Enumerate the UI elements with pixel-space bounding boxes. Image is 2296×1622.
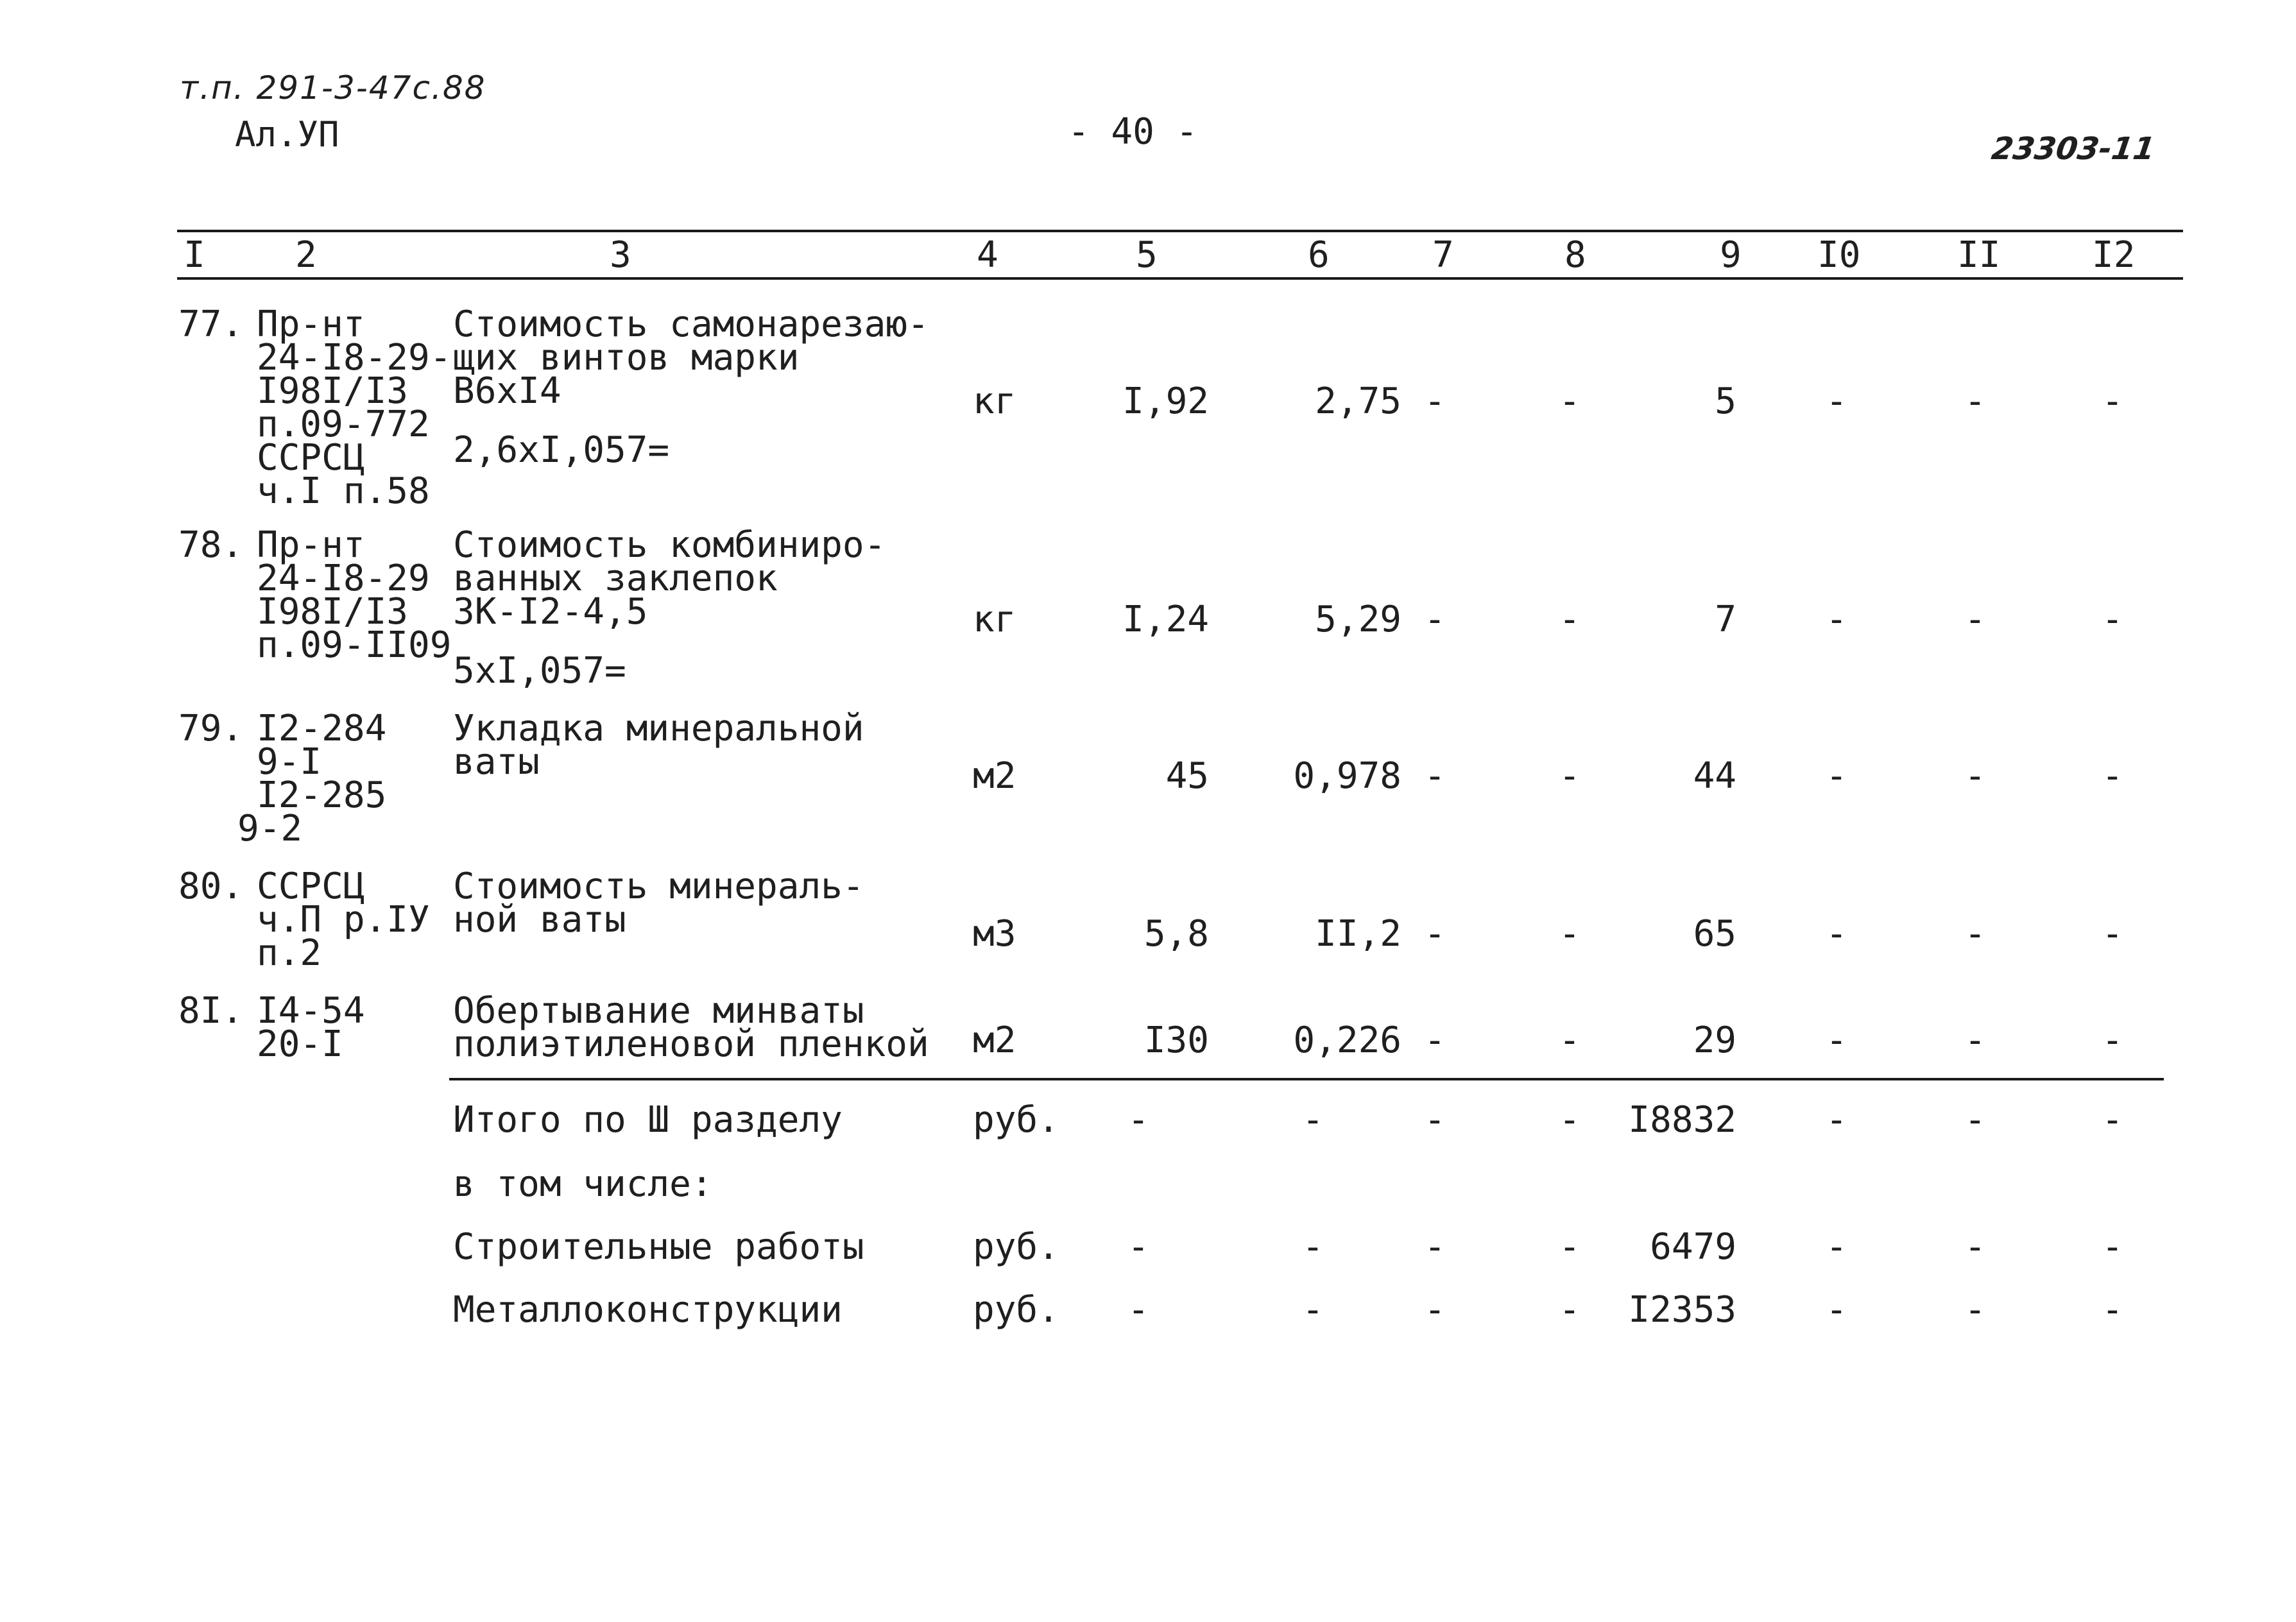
- column-12-cell: -: [2102, 599, 2123, 640]
- column-header-11: II: [1957, 234, 2001, 276]
- total-label: Итого по Ш разделу: [453, 1099, 843, 1141]
- column-8-cell: -: [1559, 1289, 1581, 1331]
- column-11-cell: -: [1964, 1099, 1986, 1141]
- work-description: Стоимость самонарезаю-: [453, 303, 929, 345]
- justification-code: п.2: [257, 932, 322, 974]
- unit-cell: м3: [973, 913, 1016, 955]
- unit-price-cell: 0,978: [1293, 755, 1401, 797]
- column-header-3: 3: [610, 234, 631, 276]
- table-top-rule: [177, 230, 2183, 232]
- table-header-rule: [177, 277, 2183, 280]
- justification-code: ч.I п.58: [257, 470, 430, 512]
- work-description: ЗК-I2-4,5: [453, 591, 648, 633]
- total-cost-cell: 6479: [1650, 1226, 1736, 1268]
- column-7-cell: -: [1424, 1289, 1446, 1331]
- column-10-cell: -: [1826, 599, 1847, 640]
- subtotal-rule: [449, 1078, 2164, 1080]
- column-7-cell: -: [1424, 1226, 1446, 1268]
- row-number: 8I.: [178, 990, 244, 1032]
- column-11-cell: -: [1964, 1020, 1986, 1061]
- total-cost-cell: I2353: [1628, 1289, 1736, 1331]
- column-11-cell: -: [1964, 1289, 1986, 1331]
- column-header-9: 9: [1720, 234, 1742, 276]
- column-11-cell: -: [1964, 380, 1986, 422]
- column-10-cell: -: [1826, 380, 1847, 422]
- column-10-cell: -: [1826, 1226, 1847, 1268]
- column-header-7: 7: [1432, 234, 1454, 276]
- total-cost-cell: 29: [1693, 1020, 1736, 1061]
- work-description: Укладка минеральной: [453, 708, 864, 749]
- justification-code: 9-2: [237, 808, 303, 849]
- quantity-cell: 5,8: [1144, 913, 1209, 955]
- unit-cell: руб.: [973, 1099, 1059, 1141]
- quantity-cell: -: [1127, 1226, 1149, 1268]
- calculation-formula: 2,6хI,057=: [453, 429, 670, 471]
- unit-price-cell: -: [1302, 1099, 1324, 1141]
- total-cost-cell: 44: [1693, 755, 1736, 797]
- unit-cell: руб.: [973, 1289, 1059, 1331]
- justification-code: I2-285: [257, 774, 387, 816]
- unit-price-cell: 5,29: [1315, 599, 1401, 640]
- archive-number: 23303-11: [1989, 131, 2157, 167]
- column-7-cell: -: [1424, 755, 1446, 797]
- column-8-cell: -: [1559, 1020, 1581, 1061]
- justification-code: ч.П р.IУ: [257, 899, 430, 941]
- work-description: щих винтов марки: [453, 337, 800, 379]
- column-10-cell: -: [1826, 1099, 1847, 1141]
- unit-price-cell: -: [1302, 1289, 1324, 1331]
- column-11-cell: -: [1964, 913, 1986, 955]
- page-number: - 40 -: [1068, 111, 1198, 153]
- column-7-cell: -: [1424, 380, 1446, 422]
- column-8-cell: -: [1559, 1226, 1581, 1268]
- total-cost-cell: 7: [1715, 599, 1736, 640]
- row-number: 77.: [178, 303, 244, 345]
- column-11-cell: -: [1964, 755, 1986, 797]
- unit-cell: м2: [973, 1020, 1016, 1061]
- column-header-5: 5: [1136, 234, 1158, 276]
- justification-code: 24-I8-29: [257, 558, 430, 599]
- justification-code: I98I/I3: [257, 591, 409, 633]
- total-cost-cell: 5: [1715, 380, 1736, 422]
- column-11-cell: -: [1964, 599, 1986, 640]
- quantity-cell: I30: [1144, 1020, 1209, 1061]
- column-header-12: I2: [2092, 234, 2136, 276]
- column-8-cell: -: [1559, 755, 1581, 797]
- column-12-cell: -: [2102, 1226, 2123, 1268]
- justification-code: Пр-нт: [257, 303, 365, 345]
- album-label: Ал.УП: [235, 114, 339, 155]
- column-7-cell: -: [1424, 599, 1446, 640]
- justification-code: I4-54: [257, 990, 365, 1032]
- column-12-cell: -: [2102, 755, 2123, 797]
- column-header-1: I: [184, 234, 205, 276]
- unit-cell: руб.: [973, 1226, 1059, 1268]
- quantity-cell: -: [1127, 1099, 1149, 1141]
- column-header-4: 4: [977, 234, 998, 276]
- column-10-cell: -: [1826, 1289, 1847, 1331]
- justification-code: Пр-нт: [257, 524, 365, 566]
- column-12-cell: -: [2102, 380, 2123, 422]
- column-12-cell: -: [2102, 1099, 2123, 1141]
- column-8-cell: -: [1559, 599, 1581, 640]
- unit-cell: кг: [973, 380, 1016, 422]
- quantity-cell: I,24: [1122, 599, 1209, 640]
- total-cost-cell: 65: [1693, 913, 1736, 955]
- work-description: полиэтиленовой пленкой: [453, 1023, 929, 1065]
- column-8-cell: -: [1559, 913, 1581, 955]
- row-number: 79.: [178, 708, 244, 749]
- column-header-2: 2: [295, 234, 317, 276]
- work-description: Обертывание минваты: [453, 990, 864, 1032]
- work-description: ваты: [453, 741, 540, 783]
- work-description: Стоимость комбиниро-: [453, 524, 886, 566]
- column-12-cell: -: [2102, 1289, 2123, 1331]
- column-11-cell: -: [1964, 1226, 1986, 1268]
- work-description: ванных заклепок: [453, 558, 778, 599]
- unit-price-cell: 2,75: [1315, 380, 1401, 422]
- justification-code: ССРСЦ: [257, 437, 365, 479]
- total-cost-cell: I8832: [1628, 1099, 1736, 1141]
- quantity-cell: 45: [1165, 755, 1209, 797]
- column-12-cell: -: [2102, 913, 2123, 955]
- quantity-cell: -: [1127, 1289, 1149, 1331]
- unit-cell: м2: [973, 755, 1016, 797]
- total-label: Строительные работы: [453, 1226, 864, 1268]
- column-header-10: I0: [1817, 234, 1861, 276]
- column-header-8: 8: [1564, 234, 1586, 276]
- unit-price-cell: 0,226: [1293, 1020, 1401, 1061]
- justification-code: 24-I8-29-: [257, 337, 452, 379]
- quantity-cell: I,92: [1122, 380, 1209, 422]
- justification-code: I2-284: [257, 708, 387, 749]
- column-7-cell: -: [1424, 1020, 1446, 1061]
- column-10-cell: -: [1826, 1020, 1847, 1061]
- unit-price-cell: II,2: [1315, 913, 1401, 955]
- work-description: ной ваты: [453, 899, 626, 941]
- row-number: 78.: [178, 524, 244, 566]
- unit-cell: кг: [973, 599, 1016, 640]
- column-10-cell: -: [1826, 755, 1847, 797]
- total-label: в том числе:: [453, 1163, 713, 1205]
- doc-code: т.п. 291-3-47с.88: [180, 69, 486, 107]
- justification-code: ССРСЦ: [257, 866, 365, 907]
- total-label: Металлоконструкции: [453, 1289, 843, 1331]
- column-8-cell: -: [1559, 1099, 1581, 1141]
- justification-code: 20-I: [257, 1023, 343, 1065]
- justification-code: п.09-II09: [257, 624, 452, 666]
- justification-code: 9-I: [257, 741, 322, 783]
- justification-code: п.09-772: [257, 404, 430, 445]
- column-7-cell: -: [1424, 1099, 1446, 1141]
- column-7-cell: -: [1424, 913, 1446, 955]
- justification-code: I98I/I3: [257, 370, 409, 412]
- row-number: 80.: [178, 866, 244, 907]
- column-8-cell: -: [1559, 380, 1581, 422]
- column-header-6: 6: [1308, 234, 1330, 276]
- work-description: В6хI4: [453, 370, 561, 412]
- unit-price-cell: -: [1302, 1226, 1324, 1268]
- work-description: Стоимость минераль-: [453, 866, 864, 907]
- column-12-cell: -: [2102, 1020, 2123, 1061]
- calculation-formula: 5хI,057=: [453, 650, 626, 692]
- column-10-cell: -: [1826, 913, 1847, 955]
